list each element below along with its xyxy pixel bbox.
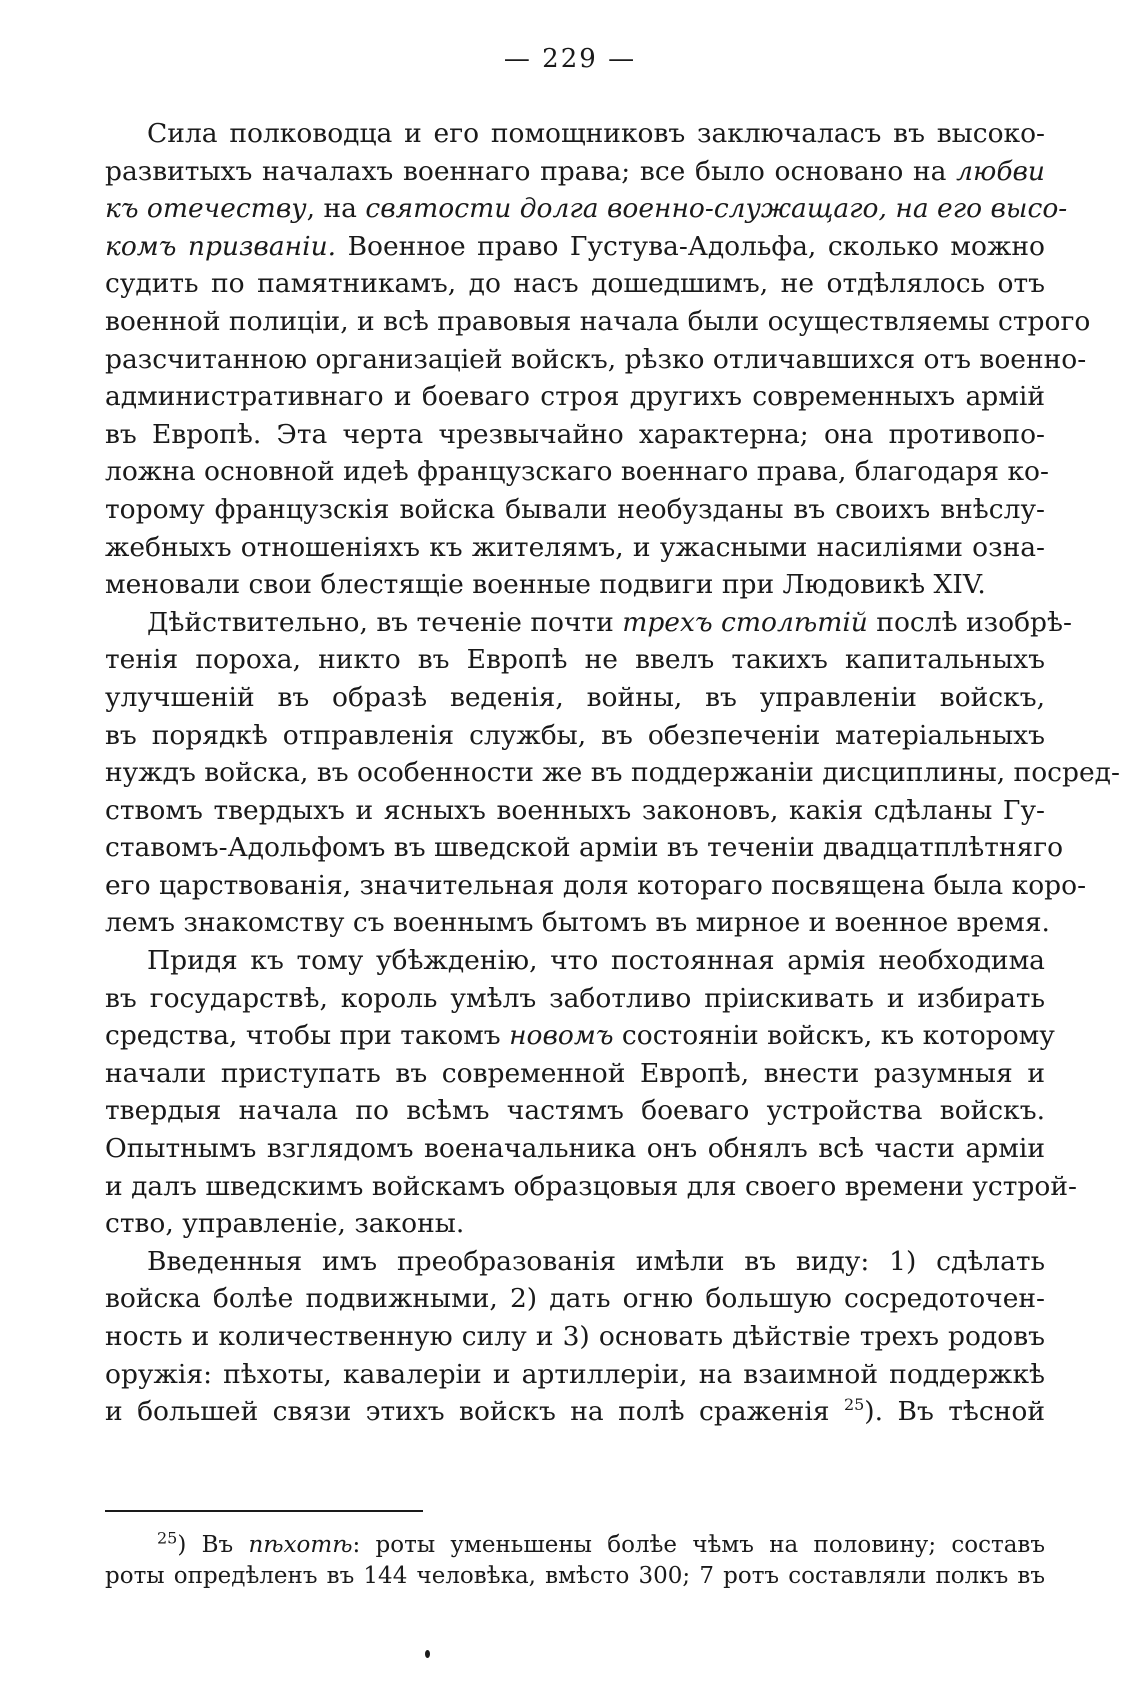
italic-text: любви <box>956 155 1045 187</box>
text-run: ). Въ тѣсной <box>864 1396 1045 1428</box>
text-line <box>105 1055 1045 1093</box>
text-run: : роты уменьшены болѣе чѣмъ на половину; составъ <box>352 1532 1046 1558</box>
text-run: ставомъ-Адольфомъ въ шведской арміи въ теченіи двадцатплѣтняго <box>105 832 1064 864</box>
text-line <box>105 1318 1045 1356</box>
text-line <box>105 942 1045 980</box>
text-run: административнаго и боеваго строя другихъ современныхъ армій <box>105 381 1045 413</box>
text-run: Военное право Густува-Адольфа, сколько можно <box>336 230 1045 262</box>
text-line <box>105 115 1045 153</box>
body-text <box>105 115 1120 1431</box>
text-run: Введенныя имъ преобразованія имѣли въ виду: 1) сдѣлать <box>147 1245 1045 1277</box>
footnote <box>105 1530 1045 1592</box>
text-run: начали приступать въ современной Европѣ, внести разумныя и <box>105 1057 1045 1089</box>
text-line <box>105 792 1045 830</box>
text-line <box>105 153 1045 191</box>
text-line <box>105 566 1045 604</box>
italic-text: пѣхотѣ <box>248 1532 353 1558</box>
text-line <box>105 1356 1045 1394</box>
text-run: судить по памятникамъ, до насъ дошедшимъ, не отдѣлялось отъ <box>105 268 1045 300</box>
italic-text: святости долга военно-служащаго, на его высо- <box>365 193 1068 225</box>
footnote-ref: 25 <box>157 1528 178 1548</box>
text-run: и далъ шведскимъ войскамъ образцовыя для своего времени устрой- <box>105 1170 1077 1202</box>
page-number: — 229 — <box>503 44 637 74</box>
italic-text: къ отечеству <box>105 193 307 225</box>
text-line <box>105 754 1120 792</box>
text-line <box>105 1530 1045 1561</box>
text-line <box>105 641 1045 679</box>
text-line <box>105 717 1045 755</box>
text-run: въ Европѣ. Эта черта чрезвычайно характерна; она противопо- <box>105 418 1045 450</box>
text-run: лемъ знакомству съ военнымъ бытомъ въ мирное и военное время. <box>105 907 1050 939</box>
text-line <box>105 1561 1045 1592</box>
text-line <box>105 1243 1045 1281</box>
text-run: и большей связи этихъ войскъ на полѣ сраженія <box>105 1396 844 1428</box>
text-line <box>105 980 1045 1018</box>
footnote-ref: 25 <box>843 1395 865 1415</box>
text-run: роты опредѣленъ въ 144 человѣка, вмѣсто 300; 7 ротъ составляли полкъ въ <box>105 1563 1045 1589</box>
paragraph <box>105 115 1091 604</box>
text-run: оружія: пѣхоты, кавалеріи и артиллеріи, на взаимной поддержкѣ <box>105 1358 1045 1390</box>
text-run: жебныхъ отношеніяхъ къ жителямъ, и ужасными насиліями озна- <box>105 531 1045 563</box>
text-line <box>105 228 1045 266</box>
text-run: твердыя начала по всѣмъ частямъ боеваго устройства войскъ. <box>105 1095 1045 1127</box>
text-run: войска болѣе подвижными, 2) дать огню большую сосредоточен- <box>105 1283 1045 1315</box>
ink-blot <box>425 1650 430 1658</box>
text-run: ствомъ твердыхъ и ясныхъ военныхъ законовъ, какія сдѣланы Гу- <box>105 794 1045 826</box>
text-run: средства, чтобы при такомъ <box>105 1020 510 1052</box>
text-line <box>105 341 1087 379</box>
text-line <box>105 1092 1045 1130</box>
text-line <box>105 416 1045 454</box>
text-run: Опытнымъ взглядомъ военачальника онъ обнялъ всѣ части арміи <box>105 1133 1045 1165</box>
text-run: его царствованія, значительная доля котораго посвящена была коро- <box>105 869 1087 901</box>
text-run: Сила полководца и его помощниковъ заключаласъ въ высоко- <box>147 118 1045 149</box>
text-run: Придя къ тому убѣжденію, что постоянная армія необходима <box>147 945 1045 977</box>
text-line <box>105 1205 1045 1243</box>
text-run: ) Въ <box>177 1532 249 1558</box>
text-run: нуждъ войска, въ особенности же въ поддержаніи дисциплины, посред- <box>105 757 1120 789</box>
text-run: ность и количественную силу и 3) основать дѣйствіе трехъ родовъ <box>105 1321 1045 1352</box>
text-run: состояніи войскъ, къ которому <box>613 1020 1055 1052</box>
text-line <box>105 303 1091 341</box>
text-run: разсчитанною организаціей войскъ, рѣзко отличавшихся отъ военно- <box>105 343 1087 375</box>
text-line <box>105 867 1087 905</box>
italic-text: комъ призваніи. <box>105 230 337 262</box>
text-run: , на <box>306 193 366 225</box>
text-line <box>105 378 1045 416</box>
text-line <box>105 604 1072 642</box>
text-run: Дѣйствительно, въ теченіе почти <box>147 606 623 638</box>
text-run: улучшеній въ образѣ веденія, войны, въ управленіи войскъ, <box>105 681 1045 713</box>
text-line <box>105 1017 1055 1055</box>
text-line <box>105 1130 1045 1168</box>
paragraph <box>105 942 1077 1243</box>
text-line <box>105 1168 1077 1206</box>
text-run: меновали свои блестящіе военные подвиги при Людовикѣ XIV. <box>105 569 986 601</box>
text-line <box>105 1393 1045 1431</box>
text-run: военной полиціи, и всѣ правовыя начала были осуществляемы строго <box>105 305 1091 337</box>
text-run: развитыхъ началахъ военнаго права; все было основано на <box>105 155 957 187</box>
text-line <box>105 679 1045 717</box>
italic-text: новомъ <box>509 1020 614 1052</box>
text-line <box>105 829 1064 867</box>
text-run: торому французскія войска бывали необузданы въ своихъ внѣслу- <box>105 493 1045 525</box>
text-line <box>105 491 1045 529</box>
paragraph <box>105 604 1120 942</box>
text-line <box>105 265 1045 303</box>
text-line <box>105 1280 1045 1318</box>
paragraph <box>105 1243 1045 1431</box>
text-line <box>105 190 1068 228</box>
text-run: тенія пороха, никто въ Европѣ не ввелъ такихъ капитальныхъ <box>105 644 1045 676</box>
text-line <box>105 904 1050 942</box>
italic-text: трехъ столѣтій <box>622 606 868 638</box>
footnote-separator <box>105 1510 423 1512</box>
text-run: ство, управленіе, законы. <box>105 1208 465 1240</box>
text-run: послѣ изобрѣ- <box>867 606 1072 638</box>
text-run: въ государствѣ, король умѣлъ заботливо пріискивать и избирать <box>105 982 1045 1014</box>
text-run: ложна основной идеѣ французскаго военнаго права, благодаря ко- <box>105 456 1049 488</box>
text-line <box>105 529 1045 567</box>
text-run: въ порядкѣ отправленія службы, въ обезпеченіи матеріальныхъ <box>105 719 1045 751</box>
text-line <box>105 453 1049 491</box>
